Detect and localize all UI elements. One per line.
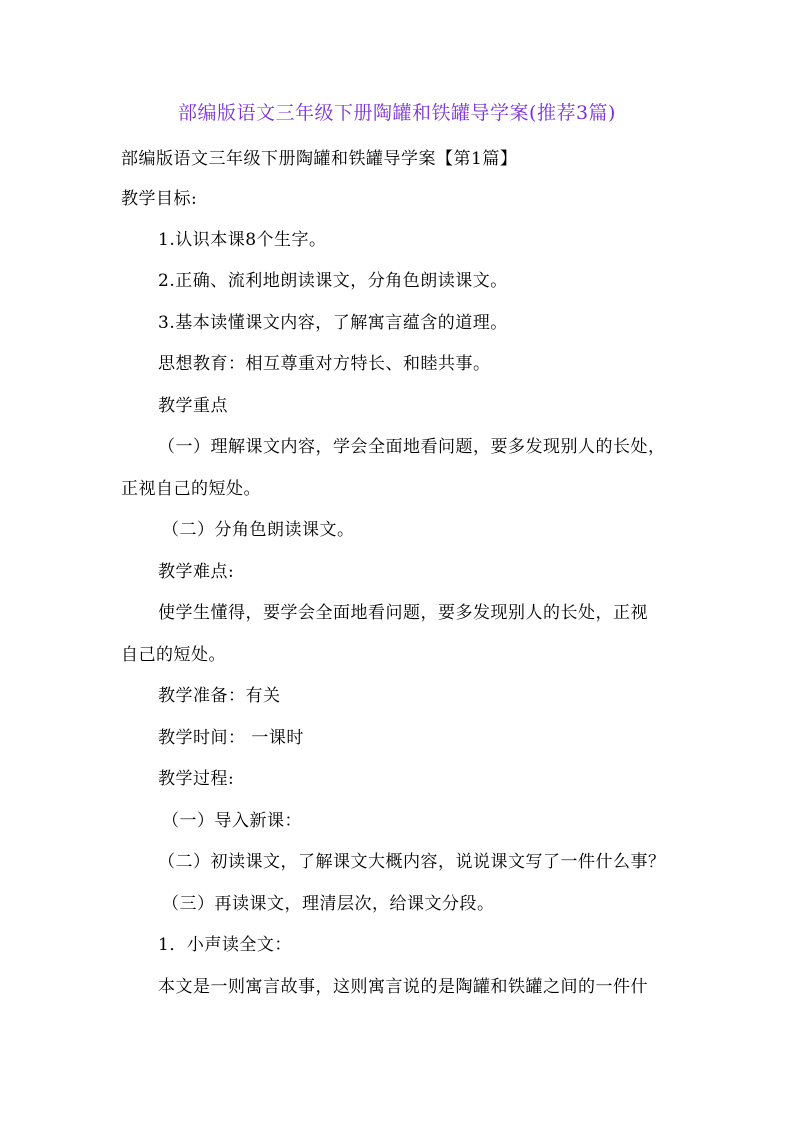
- paragraph-objective-2: 2.正确、流利地朗读课文，分角色朗读课文。: [158, 271, 508, 291]
- paragraph-key-point-2: （二）分角色朗读课文。: [162, 520, 355, 540]
- paragraph-objective-3: 3.基本读懂课文内容，了解寓言蕴含的道理。: [158, 313, 508, 333]
- paragraph-story-intro: 本文是一则寓言故事，这则寓言说的是陶罐和铁罐之间的一件什: [158, 977, 648, 997]
- document-title: 部编版语文三年级下册陶罐和铁罐导学案(推荐3篇): [178, 102, 616, 124]
- paragraph-time: 教学时间： 一课时: [158, 728, 304, 748]
- paragraph-substep-1: 1．小声读全文：: [158, 935, 292, 955]
- paragraph-key-points-heading: 教学重点: [158, 396, 228, 416]
- paragraph-step-2: （二）初读课文，了解课文大概内容，说说课文写了一件什么事？: [158, 852, 666, 872]
- paragraph-process-heading: 教学过程:: [158, 769, 235, 789]
- paragraph-preparation: 教学准备：有关: [158, 686, 281, 706]
- paragraph-difficulty-heading: 教学难点:: [158, 562, 235, 582]
- paragraph-objective-1: 1.认识本课8个生字。: [158, 230, 327, 250]
- paragraph-difficulty-b: 自己的短处。: [121, 645, 226, 665]
- paragraph-difficulty-a: 使学生懂得，要学会全面地看问题，要多发现别人的长处，正视: [158, 603, 648, 623]
- paragraph-section-heading: 部编版语文三年级下册陶罐和铁罐导学案【第1篇】: [121, 149, 518, 169]
- paragraph-step-1: （一）导入新课：: [162, 811, 302, 831]
- paragraph-step-3: （三）再读课文，理清层次，给课文分段。: [162, 894, 495, 914]
- paragraph-ideology: 思想教育：相互尊重对方特长、和睦共事。: [158, 354, 491, 374]
- paragraph-key-point-1a: （一）理解课文内容，学会全面地看问题，要多发现别人的长处，: [158, 437, 666, 457]
- paragraph-objectives-heading: 教学目标:: [121, 189, 198, 209]
- paragraph-key-point-1b: 正视自己的短处。: [121, 479, 261, 499]
